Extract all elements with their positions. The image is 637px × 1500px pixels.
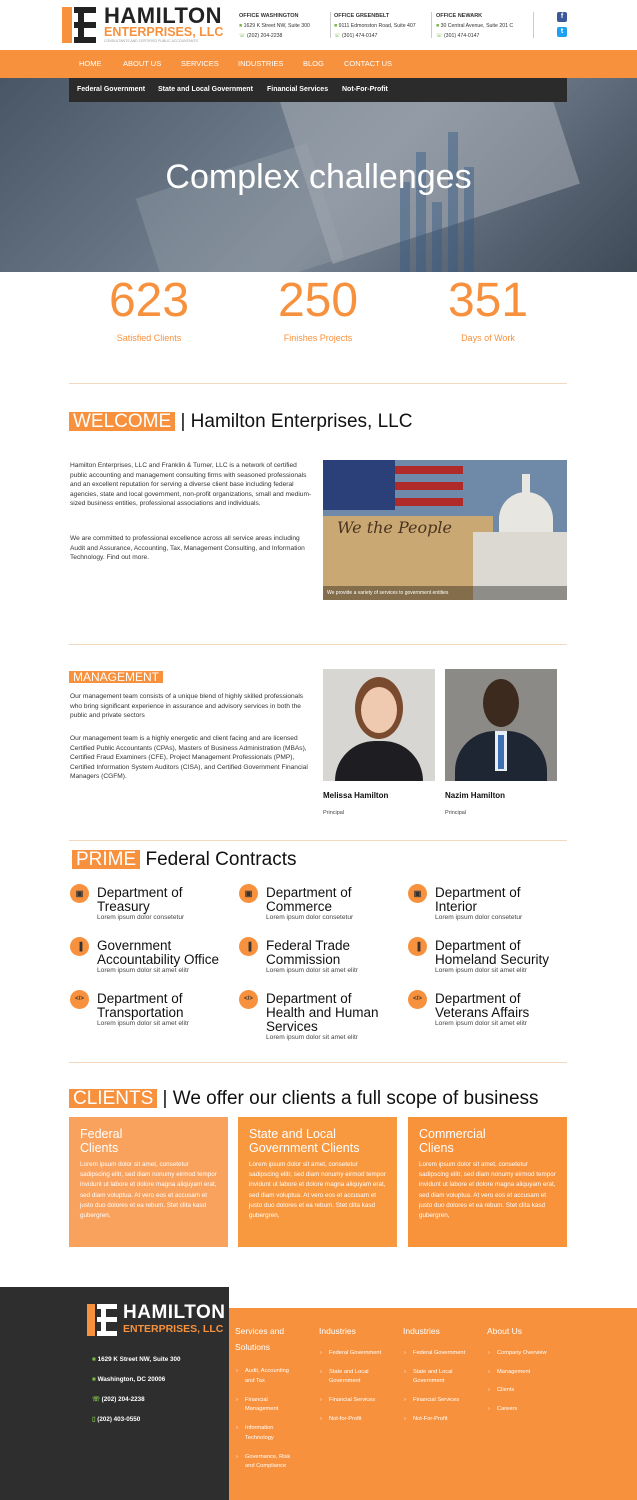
office-divider [431,12,432,38]
logo-subtitle: ENTERPRISES, LLC [104,25,224,39]
bullet-icon: › [404,1350,406,1356]
footer-link[interactable] [488,1349,547,1359]
card-title-line: Federal [80,1127,123,1141]
footer-link-line: State and Local [329,1368,369,1375]
stat-value: 250 [277,274,359,327]
client-card-commercial[interactable] [408,1117,567,1247]
image-caption: We provide a variety of services to government entities [323,586,567,600]
office-title: OFFICE GREENBELT [334,13,390,19]
hero-banner [0,78,637,272]
contract-description: Lorem ipsum dolor sit amet elitr [266,967,358,974]
card-title-line: State and Local [249,1127,336,1141]
contract-title[interactable] [435,886,521,914]
footer-link[interactable] [320,1349,382,1359]
nav-services[interactable]: SERVICES [181,59,219,68]
contract-description: Lorem ipsum dolor sit amet elitr [435,1020,527,1027]
footer-link-line: Management [497,1368,531,1375]
footer-link[interactable] [320,1415,362,1425]
bullet-icon: › [488,1350,490,1356]
stat-value: 623 [108,274,190,327]
welcome-paragraph: Hamilton Enterprises, LLC and Franklin & Turner, LLC is a network of certified public accounting and management consulting firms with seasoned professionals and an excellent reputation for serving a diverse client base including federal agencies, state and local government, non-profit organizations, small and medium-sized business entities, professional associations and individuals. [70,462,312,507]
footer-heading-line: Industries [403,1326,440,1336]
submenu-financial-services[interactable]: Financial Services [267,86,329,93]
contract-title[interactable] [266,992,379,1034]
footer-logo[interactable] [87,1303,226,1336]
contract-description: Lorem ipsum dolor sit amet elitr [97,1020,189,1027]
footer-link-line: Company Overview [497,1350,547,1356]
management-tag: MANAGEMENT [69,671,163,683]
logo-name: HAMILTON [123,1302,226,1323]
code-icon: </> [70,990,89,1009]
footer-link-line: Clients [497,1387,515,1393]
section-divider [69,840,567,841]
contract-title-line: Commerce [266,899,333,914]
bullet-icon: › [236,1425,238,1431]
contract-title-line: Interior [435,899,478,914]
office-address: 9111 Edmonston Road, Suite 407 [338,23,416,29]
person-role: Principal [445,810,467,816]
clients-heading [69,1088,539,1110]
contract-title-line: Homeland Security [435,952,550,967]
footer-column-heading [319,1323,356,1339]
contract-title[interactable] [435,939,549,967]
stat-label: Finishes Projects [283,333,353,343]
image-script: We the People [337,518,452,537]
twitter-icon[interactable]: t [557,27,567,37]
footer-link[interactable] [320,1368,369,1387]
person-name[interactable]: Melissa Hamilton [323,791,389,800]
footer-column-heading [235,1323,284,1355]
footer-link-line: Governance, Risk [245,1453,291,1460]
card-body: Lorem ipsum dolor sit amet, consetetur sadipscing elitr, sed diam nonumy eirmod tempor invidunt ut labore et dolore magna aliquyam erat, sed diam voluptua. At vero eos et accusam et justo duo dolores et ea rebum. Stet clita kasd gubergren, [249,1161,386,1220]
footer-link[interactable] [488,1405,518,1415]
client-card-federal[interactable] [69,1117,228,1247]
footer-link-line: and Tax [245,1377,265,1384]
barcode-icon: ▐ [408,937,427,956]
bullet-icon: › [404,1368,406,1375]
logo-mark-icon [87,1304,117,1336]
portrait-photo[interactable] [445,669,557,781]
contract-title-line: Department of [435,885,521,900]
footer-link-line: Federal Government [329,1350,382,1356]
phone-icon: ☏ [334,33,341,39]
logo-subtitle: ENTERPRISES, LLC [123,1323,224,1335]
office-phone: (301) 474-0147 [443,33,480,39]
footer-heading-line: Services and [235,1326,285,1336]
footer-link-line: Careers [497,1405,518,1412]
client-card-state-local[interactable] [238,1117,397,1247]
submenu-state-local-government[interactable]: State and Local Government [158,86,253,93]
contract-title[interactable] [266,939,350,967]
fax-icon: ▯ [92,1416,96,1423]
card-title-line: Clients [80,1141,119,1155]
management-heading [69,670,163,684]
contracts-tag: PRIME [72,850,140,869]
bullet-icon: › [404,1415,406,1422]
stat-label: Satisfied Clients [116,333,182,343]
contract-description: Lorem ipsum dolor consetetur [97,914,185,921]
submenu-federal-government[interactable]: Federal Government [77,86,146,93]
footer-city: Washington, DC 20006 [97,1376,166,1383]
footer-heading-line: Solutions [235,1342,270,1352]
contract-title-line: Veterans Affairs [435,1005,530,1020]
footer-column-heading [403,1323,440,1339]
contract-description: Lorem ipsum dolor sit amet elitr [266,1034,358,1041]
bullet-icon: › [236,1368,238,1374]
contract-title[interactable] [266,886,352,914]
contract-title-line: Department of [435,938,521,953]
office-divider [330,12,331,38]
management-paragraph: Our management team consists of a unique blend of highly skilled professionals who bring significant experience in assurance and advisory services in both the public and private sectors [70,693,304,719]
home-icon: ■ [239,23,243,29]
contract-title-line: Accountability Office [97,952,220,967]
bullet-icon: › [488,1387,490,1393]
section-divider [69,1062,567,1063]
management-paragraph: Our management team is a highly energetic and client facing and are licensed Certified Public Accountants (CPAs), Masters of Business Administration (MBAs), Certified Fraud Examiners (CFE), Project Management Professionals (PMP), Certified Information System Auditors (CISA), and Certified Government Financial Managers (CGFM). [70,735,308,780]
bullet-icon: › [236,1453,238,1460]
welcome-title: | Hamilton Enterprises, LLC [180,411,413,432]
footer-phone: (202) 204-2238 [101,1396,145,1403]
footer-link-line: State and Local [413,1368,453,1375]
bullet-icon: › [404,1397,406,1403]
contract-title[interactable] [435,992,529,1020]
office-phone: (301) 474-0147 [341,33,378,39]
office-address: 30 Central Avenue, Suite 201 C [440,23,514,29]
office-newark [436,11,513,41]
bullet-icon: › [488,1368,490,1375]
contract-description: Lorem ipsum dolor consetetur [435,914,523,921]
footer-link[interactable] [236,1367,289,1386]
contract-description: Lorem ipsum dolor sit amet elitr [97,967,189,974]
office-greenbelt [334,11,416,41]
card-title-line: Cliens [419,1141,454,1155]
office-phone: (202) 204-2238 [246,33,283,39]
contract-title[interactable] [97,939,219,967]
footer-heading-line: About Us [487,1326,522,1336]
welcome-heading [69,411,412,433]
bullet-icon: › [236,1396,238,1403]
footer-link[interactable] [320,1396,376,1406]
footer-link[interactable] [488,1386,515,1396]
nav-about-us[interactable]: ABOUT US [123,59,162,68]
footer-link[interactable] [404,1415,448,1425]
footer-link[interactable] [236,1396,279,1415]
industries-submenu [69,78,567,102]
card-title-line: Government Clients [249,1141,360,1155]
barcode-icon: ▐ [239,937,258,956]
footer-link-line: Not-For-Profit [413,1415,448,1422]
code-icon: </> [239,990,258,1009]
section-divider [69,644,567,645]
nav-blog[interactable]: BLOG [303,59,324,68]
section-divider [69,383,567,384]
contract-title[interactable] [97,886,183,914]
contract-title-line: Federal Trade [266,938,351,953]
contract-title-line: Department of [435,991,521,1006]
footer-link-line: and Compliance [245,1463,287,1469]
footer-link-line: Financial Services [329,1397,376,1403]
film-icon: ▣ [239,884,258,903]
footer-link[interactable] [236,1453,291,1472]
capitol-image [323,460,567,600]
office-washington [239,11,310,41]
contract-title-line: Health and Human [266,1005,379,1020]
footer-link-line: Audit, Accounting [245,1368,289,1374]
logo-mark-icon [62,7,98,43]
footer-link-line: Financial [245,1396,268,1403]
logo-name: HAMILTON [104,3,223,28]
footer-heading-line: Industries [319,1326,356,1336]
footer-link-line: Financial Services [413,1397,460,1403]
footer-link[interactable] [404,1349,466,1359]
hero-title: Complex challenges [165,158,472,196]
welcome-tag: WELCOME [69,412,175,431]
phone-icon: ☏ [436,33,443,39]
bullet-icon: › [488,1405,490,1412]
code-icon: </> [408,990,427,1009]
person-name[interactable]: Nazim Hamilton [445,791,506,800]
welcome-paragraph: We are committed to professional excellence across all service areas including Audit and Assurance, Accounting, Tax, Management Consulting, and Information Technology. Find out more. [70,535,305,561]
footer-link[interactable] [488,1368,531,1378]
person-role: Principal [323,810,345,816]
film-icon: ▣ [408,884,427,903]
bullet-icon: › [320,1415,322,1422]
film-icon: ▣ [70,884,89,903]
facebook-icon[interactable]: f [557,12,567,22]
barcode-icon: ▐ [70,937,89,956]
footer-column-heading [487,1323,522,1339]
footer-link-line: Technology [245,1434,274,1441]
contract-title-line: Department of [97,991,183,1006]
card-body: Lorem ipsum dolor sit amet, consetetur sadipscing elitr, sed diam nonumy eirmod tempor invidunt ut labore et dolore magna aliquyam erat, sed diam voluptua. At vero eos et accusam et justo duo dolores et ea rebum. Stet clita kasd gubergren, [80,1161,217,1220]
contracts-title: Federal Contracts [145,849,297,870]
footer-link-line: Information [245,1425,274,1431]
contract-title-line: Government [97,938,172,953]
bullet-icon: › [320,1350,322,1356]
portrait-photo[interactable] [323,669,435,781]
bullet-icon: › [320,1397,322,1403]
home-icon: ■ [436,23,440,29]
contract-title-line: Services [266,1019,318,1034]
footer-link[interactable] [404,1368,453,1387]
contract-title-line: Transportation [97,1005,184,1020]
contract-title-line: Department of [266,885,352,900]
clients-title: | We offer our clients a full scope of business [162,1088,539,1109]
contract-title-line: Treasury [97,899,150,914]
footer-address: 1629 K Street NW, Suite 300 [97,1356,181,1363]
main-nav [0,50,637,78]
card-title-line: Commercial [419,1127,486,1141]
site-header [0,0,637,50]
footer-link[interactable] [236,1424,274,1443]
office-divider [533,12,534,38]
contract-description: Lorem ipsum dolor consetetur [266,914,354,921]
stat-value: 351 [447,274,529,327]
office-address: 1629 K Street NW, Suite 300 [243,23,310,29]
nav-home[interactable]: HOME [79,59,102,68]
footer-link-line: Not-for-Profit [329,1415,362,1422]
clients-tag: CLIENTS [69,1089,157,1108]
submenu-not-for-profit[interactable]: Not-For-Profit [342,86,388,93]
office-title: OFFICE NEWARK [436,13,483,19]
contract-title-line: Department of [266,991,352,1006]
footer-link-line: Federal Government [413,1350,466,1356]
logo[interactable] [62,3,224,43]
footer-link-line: Government [329,1378,361,1384]
nav-contact-us[interactable]: CONTACT US [344,59,393,68]
home-icon: ■ [92,1356,96,1363]
phone-icon: ☏ [92,1396,100,1403]
contracts-heading [72,849,296,871]
contract-title-line: Commission [266,952,341,967]
stat-label: Days of Work [461,333,515,343]
contract-title-line: Department of [97,885,183,900]
footer-link[interactable] [404,1396,460,1406]
contract-description: Lorem ipsum dolor sit amet elitr [435,967,527,974]
office-title: OFFICE WASHINGTON [239,13,299,19]
bullet-icon: › [320,1368,322,1375]
footer-link-line: Management [245,1406,279,1412]
card-body: Lorem ipsum dolor sit amet, consetetur sadipscing elitr, sed diam nonumy eirmod tempor invidunt ut labore et dolore magna aliquyam erat, sed diam voluptua. At vero eos et accusam et justo duo dolores et ea rebum. Stet clita kasd gubergren, [419,1161,556,1220]
nav-industries[interactable]: INDUSTRIES [238,59,284,68]
contract-title[interactable] [97,992,184,1020]
home-icon: ■ [334,23,338,29]
home-icon: ■ [92,1376,96,1383]
footer-fax: (202) 403-0550 [97,1416,141,1423]
phone-icon: ☏ [239,33,246,39]
footer-link-line: Government [413,1378,445,1384]
logo-tagline: CONSULTANTS AND CERTIFIED PUBLIC ACCOUNTANTS [104,39,198,43]
